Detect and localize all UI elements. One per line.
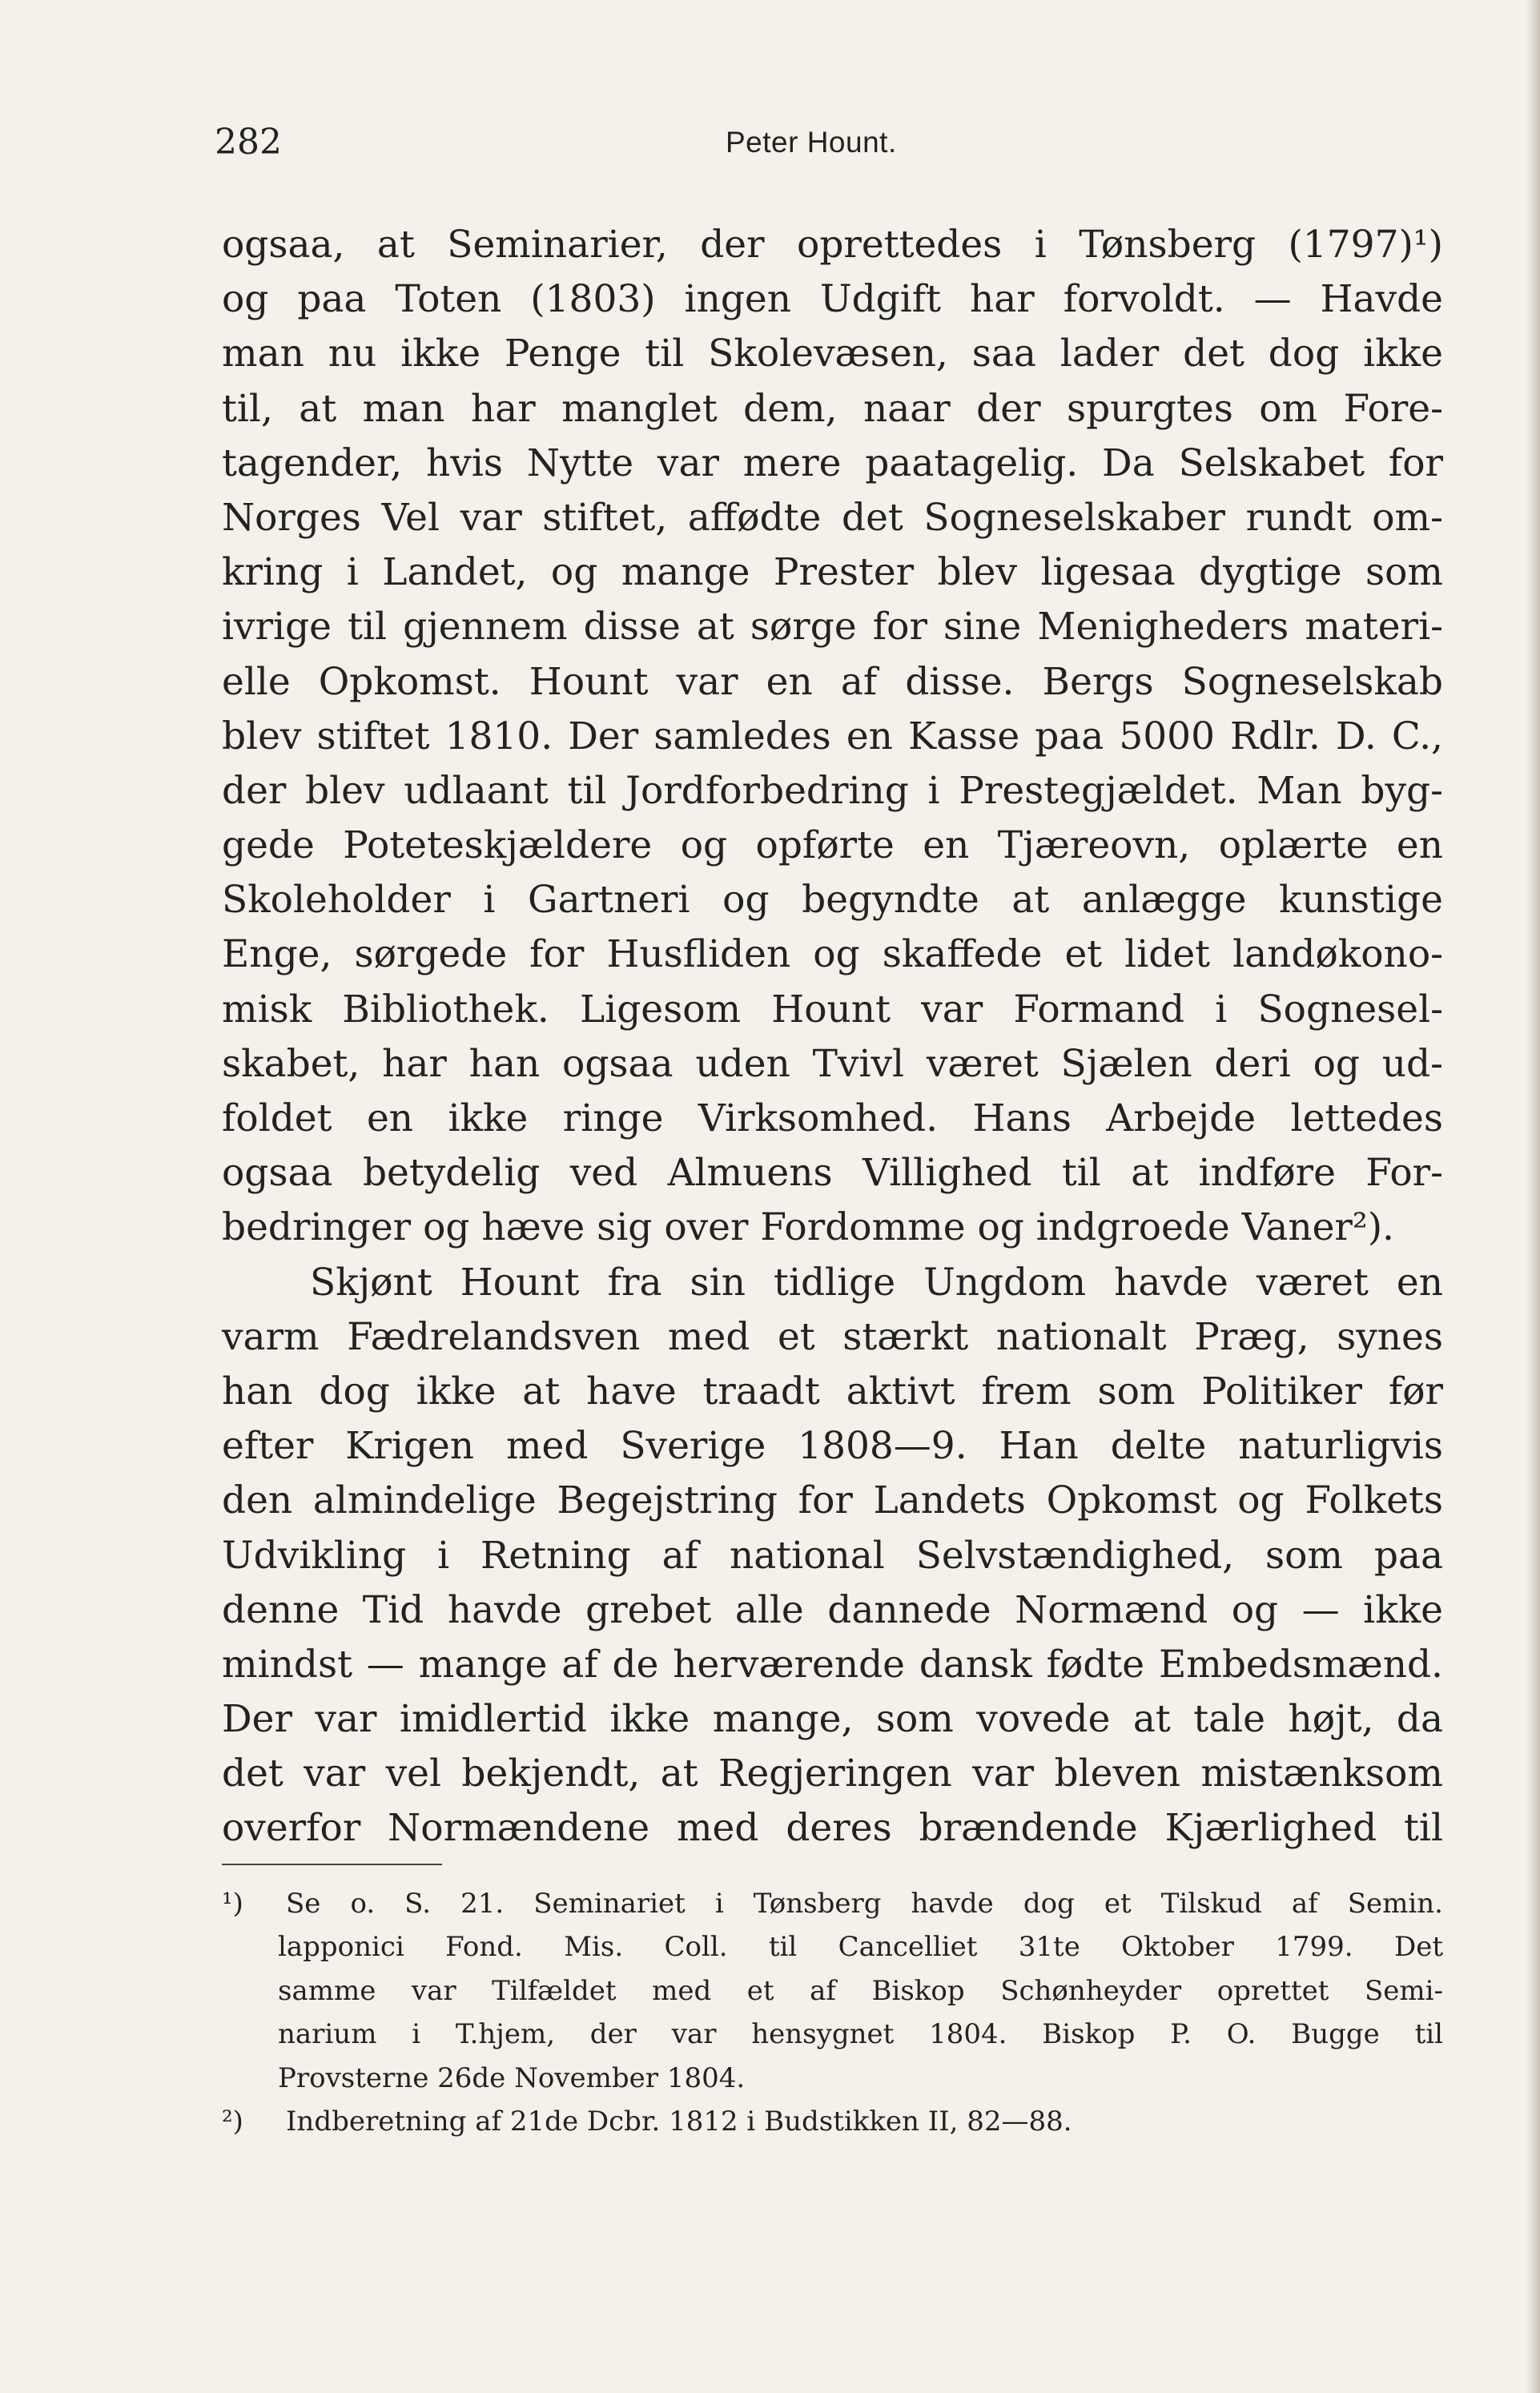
text-line: Norges Vel var stiftet, affødte det Sogneselskaber rundt om-	[222, 495, 1443, 540]
text-line: Enge, sørgede for Husfliden og skaffede et lidet landøkono-	[222, 932, 1443, 977]
footnotes	[222, 1882, 1443, 2143]
text-line: skabet, har han ogsaa uden Tvivl været Sjælen deri og ud-	[222, 1041, 1443, 1086]
text-line: overfor Normændene med deres brændende Kjærlighed til	[222, 1806, 1443, 1851]
footnote-1-line: Provsterne 26de November 1804.	[278, 2061, 746, 2094]
text-line: efter Krigen med Sverige 1808—9. Han delte naturligvis	[222, 1424, 1443, 1469]
text-line: denne Tid havde grebet alle dannede Normænd og — ikke	[222, 1587, 1443, 1632]
text-line: og paa Toten (1803) ingen Udgift har forvoldt. — Havde	[222, 277, 1443, 322]
footnote-text: Se o. S. 21. Seminariet i Tønsberg havde dog et Tilskud af Semin.	[286, 1888, 1443, 1920]
text-line: kring i Landet, og mange Prester blev ligesaa dygtige som	[222, 550, 1443, 595]
text-line: tagender, hvis Nytte var mere paatagelig. Da Selskabet for	[222, 440, 1443, 485]
page-header	[0, 119, 1540, 167]
footnote-text: Indberetning af 21de Dcbr. 1812 i Budstikken II, 82—88.	[286, 2105, 1072, 2138]
text-line: varm Fædrelandsven med et stærkt nationalt Præg, synes	[222, 1314, 1443, 1359]
text-line: bedringer og hæve sig over Fordomme og indgroede Vaner²).	[222, 1205, 1394, 1250]
footnote-1-line	[222, 1882, 1443, 1925]
footnote-1-line: lapponici Fond. Mis. Coll. til Cancelliet 31te Oktober 1799. Det	[278, 1931, 1443, 1964]
footnote-2-line	[222, 2100, 1443, 2143]
text-line: blev stiftet 1810. Der samledes en Kasse paa 5000 Rdlr. D. C.,	[222, 714, 1443, 758]
text-line: det var vel bekjendt, at Regjeringen var bleven mistænksom	[222, 1752, 1443, 1796]
text-line: foldet en ikke ringe Virksomhed. Hans Arbejde lettedes	[222, 1096, 1443, 1140]
footnote-1-mark: ¹)	[222, 1888, 243, 1920]
page-number: 282	[215, 122, 282, 163]
text-line: man nu ikke Penge til Skolevæsen, saa lader det dog ikke	[222, 332, 1443, 376]
footnote-rule	[222, 1864, 442, 1865]
text-line: den almindelige Begejstring for Landets Opkomst og Folkets	[222, 1478, 1443, 1523]
footnote-1-line: samme var Tilfældet med et af Biskop Schønheyder oprettet Semi-	[278, 1974, 1443, 2007]
text-line: Der var imidlertid ikke mange, som vovede at tale højt, da	[222, 1697, 1443, 1742]
text-line: Skoleholder i Gartneri og begyndte at anlægge kunstige	[222, 878, 1443, 923]
text-line: han dog ikke at have traadt aktivt frem som Politiker før	[222, 1369, 1443, 1414]
text-line: gede Poteteskjældere og opførte en Tjæreovn, oplærte en	[222, 823, 1443, 868]
text-line: der blev udlaant til Jordforbedring i Prestegjældet. Man byg-	[222, 768, 1443, 813]
text-line: ogsaa betydelig ved Almuens Villighed til at indføre For-	[222, 1151, 1443, 1196]
text-line: til, at man har manglet dem, naar der spurgtes om Fore-	[222, 386, 1443, 431]
text-line: Skjønt Hount fra sin tidlige Ungdom havde været en	[310, 1260, 1443, 1305]
text-line: elle Opkomst. Hount var en af disse. Bergs Sogneselskab	[222, 659, 1443, 704]
footnote-2-mark: ²)	[222, 2105, 243, 2138]
page-edge	[1526, 0, 1540, 2393]
text-line: ogsaa, at Seminarier, der oprettedes i Tønsberg (1797)¹)	[222, 223, 1443, 267]
text-line: misk Bibliothek. Ligesom Hount var Formand i Sognesel-	[222, 987, 1443, 1032]
text-line: Udvikling i Retning af national Selvstændighed, som paa	[222, 1533, 1443, 1578]
running-head: Peter Hount.	[726, 126, 897, 159]
body-text	[222, 218, 1443, 1856]
footnote-1-line: narium i T.hjem, der var hensygnet 1804. Biskop P. O. Bugge til	[278, 2018, 1443, 2051]
text-line: mindst — mange af de herværende dansk fødte Embedsmænd.	[222, 1642, 1443, 1687]
text-line: ivrige til gjennem disse at sørge for sine Menigheders materi-	[222, 605, 1443, 650]
